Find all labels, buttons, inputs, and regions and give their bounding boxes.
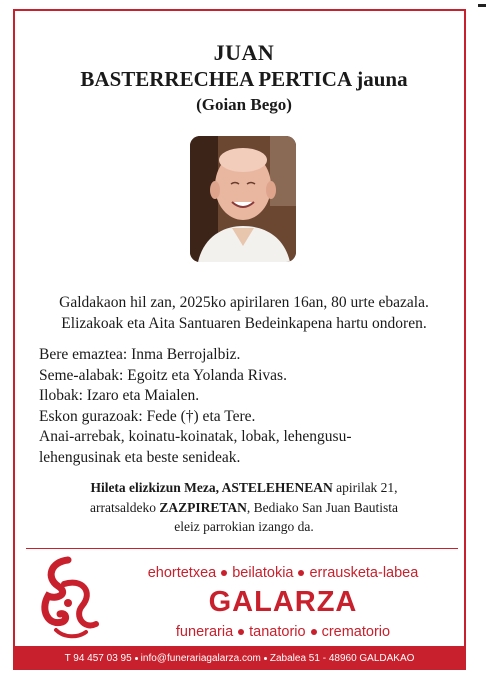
- funeral-service-info: [0, 478, 488, 537]
- bullet-icon: [221, 570, 227, 576]
- divider-line: [26, 548, 458, 549]
- family-line: Anai-arrebak, koinatu-koinatak, lobak, lehengusu-: [39, 428, 352, 445]
- service-label: beilatokia: [232, 565, 294, 581]
- intro-line: Galdakaon hil zan, 2025ko apirilaren 16an, 80 urte ebazala.: [59, 294, 429, 311]
- galarza-swirl-logo: [38, 556, 104, 640]
- intro-line: Elizakoak eta Aita Santuaren Bedeinkapena hartu ondoren.: [61, 315, 427, 332]
- first-name: JUAN: [213, 40, 275, 65]
- honorific-text: jauna: [356, 67, 408, 91]
- services-basque: [110, 565, 456, 581]
- bullet-icon: [238, 629, 244, 635]
- service-label: crematorio: [321, 624, 391, 640]
- service-time: ZAZPIRETAN: [159, 499, 247, 515]
- family-line: Ilobak: Izaro eta Maialen.: [39, 387, 200, 404]
- email-address: info@funerariagalarza.com: [140, 653, 261, 664]
- services-spanish: [110, 624, 456, 640]
- family-list: [39, 345, 459, 468]
- bullet-icon: [298, 570, 304, 576]
- family-line: Eskon gurazoak: Fede (†) eta Tere.: [39, 407, 256, 425]
- bullet-icon: [135, 657, 138, 660]
- surname-text: BASTERRECHEA PERTICA: [80, 67, 351, 91]
- service-line: [0, 498, 488, 518]
- service-label: ehortetxea: [147, 565, 217, 581]
- service-label: errausketa-labea: [309, 565, 419, 581]
- contact-footer: [13, 648, 466, 670]
- service-line: eleiz parrokian izango da.: [174, 519, 314, 534]
- death-announcement: [0, 292, 488, 334]
- scan-corner-mark: [478, 4, 486, 7]
- service-time-prefix: arratsaldeko: [90, 499, 160, 515]
- service-date: apirilak 21,: [332, 480, 398, 495]
- bullet-icon: [264, 657, 267, 660]
- family-line: lehengusinak eta beste senideak.: [39, 448, 241, 466]
- service-line: [0, 478, 488, 498]
- portrait-photo: [190, 136, 296, 262]
- service-label: funeraria: [175, 624, 234, 640]
- street-address: Zabalea 51 - 48960 GALDAKAO: [269, 653, 415, 664]
- alias-subtitle: (Goian Bego): [196, 95, 292, 114]
- service-label: tanatorio: [249, 624, 306, 640]
- full-surname: [0, 67, 488, 92]
- brand-name: GALARZA: [208, 586, 358, 618]
- service-mass-day: Hileta elizkizun Meza, ASTELEHENEAN: [90, 480, 333, 495]
- service-place: , Bediako San Juan Bautista: [246, 499, 398, 515]
- bullet-icon: [311, 629, 317, 635]
- family-line: Seme-alabak: Egoitz eta Yolanda Rivas.: [39, 366, 287, 384]
- phone-number: T 94 457 03 95: [64, 653, 132, 664]
- family-line: Bere emaztea: Inma Berrojalbiz.: [39, 346, 241, 363]
